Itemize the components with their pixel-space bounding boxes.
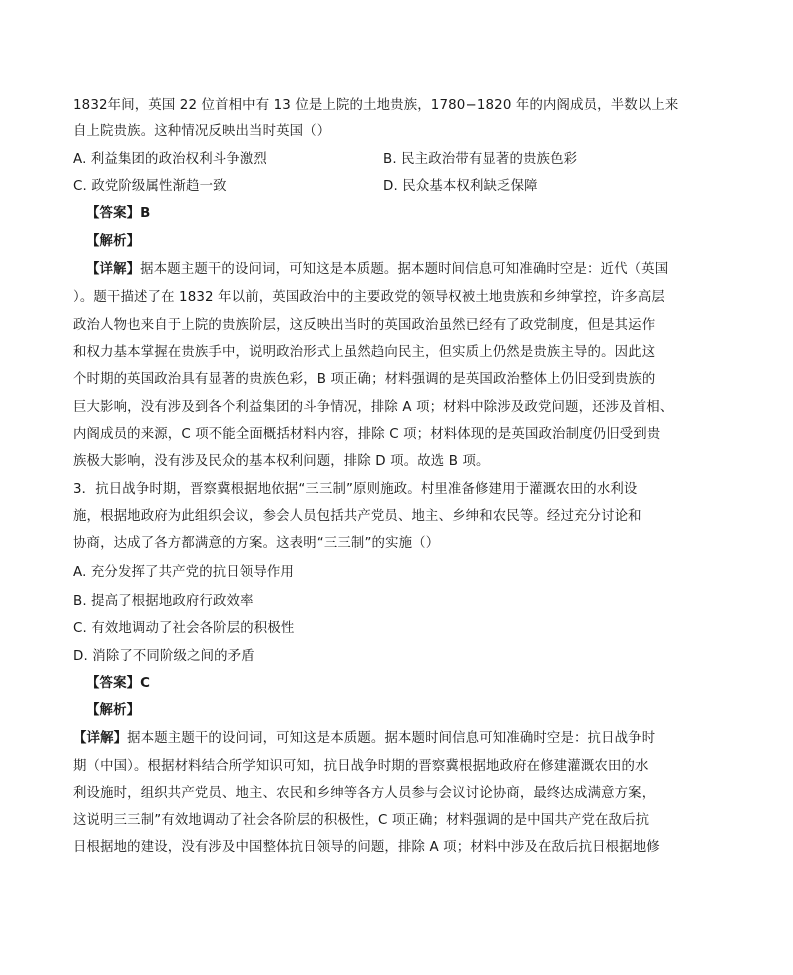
q2-answer-tag: 【答案】 [86,206,141,221]
q2-option-d: D. 民众基本权利缺乏保障 [383,179,538,194]
q3-option-d: D. 消除了不同阶级之间的矛盾 [73,649,255,664]
q2-analysis-label: 【解析】 [86,234,141,249]
q3-analysis-label: 【解析】 [86,703,141,718]
q3-detail-line-5: 日根据地的建设，没有涉及中国整体抗日领导的问题，排除 A 项；材料中涉及在敌后抗日根据地修 [73,840,660,855]
q2-detail-line-8: 族极大影响，没有涉及民众的基本权利问题，排除 D 项。故选 B 项。 [73,454,490,469]
q3-option-c: C. 有效地调动了社会各阶层的积极性 [73,621,295,636]
q3-detail-text-1: 据本题主题干的设问词，可知这是本质题。据本题时间信息可知准确时空是：抗日战争时 [127,731,656,746]
q3-stem-line-3: 协商，达成了各方都满意的方案。这表明“三三制”的实施（） [73,536,440,551]
q2-detail-line-2: ）。题干描述了在 1832 年以前，英国政治中的主要政党的领导权被土地贵族和乡绅掌控，许多高层 [73,290,665,305]
q2-option-c: C. 政党阶级属性渐趋一致 [73,179,227,194]
q3-detail-line-2: 期（中国）。根据材料结合所学知识可知，抗日战争时期的晋察冀根据地政府在修建灌溉农田的水 [73,759,649,774]
q2-answer [86,205,151,223]
q3-option-b: B. 提高了根据地政府行政效率 [73,594,254,609]
q2-analysis-tag [86,233,140,251]
q2-detail-line-6: 巨大影响，没有涉及到各个利益集团的斗争情况，排除 A 项；材料中除涉及政党问题，还涉及首相、 [73,400,674,415]
q3-stem-line-1: 3．抗日战争时期，晋察冀根据地依据“三三制”原则施政。村里准备修建用于灌溉农田的水利设 [73,482,638,497]
q2-stem-line-1: 1832年间，英国 22 位首相中有 13 位是上院的土地贵族，1780−1820 年的内阁成员，半数以上来 [73,98,679,113]
q3-answer-value: C [140,676,151,691]
q2-answer-value: B [140,206,151,221]
q3-detail-line-3: 利设施时，组织共产党员、地主、农民和乡绅等各方人员参与会议讨论协商，最终达成满意方案， [73,786,656,801]
q2-detail-text-1: 据本题主题干的设问词，可知这是本质题。据本题时间信息可知准确时空是：近代（英国 [140,262,669,277]
q2-detail-line-4: 和权力基本掌握在贵族手中，说明政治形式上虽然趋向民主，但实质上仍然是贵族主导的。因此这 [73,345,656,360]
q3-detail-line-1 [73,730,655,748]
q3-answer [86,675,150,693]
q3-detail-tag: 【详解】 [73,731,128,746]
q2-detail-line-5: 个时期的英国政治具有显著的贵族色彩，B 项正确；材料强调的是英国政治整体上仍旧受到贵族的 [73,372,656,387]
q2-detail-line-1 [86,261,668,279]
q2-detail-line-7: 内阁成员的来源，C 项不能全面概括材料内容，排除 C 项；材料体现的是英国政治制度仍旧受到贵 [73,427,661,442]
q3-answer-tag: 【答案】 [86,676,141,691]
q2-option-b: B. 民主政治带有显著的贵族色彩 [383,152,578,167]
q2-detail-tag: 【详解】 [86,262,141,277]
q3-analysis-tag [86,702,140,720]
q3-stem-line-2: 施，根据地政府为此组织会议，参会人员包括共产党员、地主、乡绅和农民等。经过充分讨论和 [73,509,642,524]
q3-detail-line-4: 这说明三三制”有效地调动了社会各阶层的积极性，C 项正确；材料强调的是中国共产党在敌后抗 [73,813,650,828]
q3-option-a: A. 充分发挥了共产党的抗日领导作用 [73,565,294,580]
q2-stem-line-2: 自上院贵族。这种情况反映出当时英国（） [73,124,331,139]
q2-option-a: A. 利益集团的政治权利斗争激烈 [73,152,267,167]
q2-detail-line-3: 政治人物也来自于上院的贵族阶层，这反映出当时的英国政治虽然已经有了政党制度，但是其运作 [73,318,656,333]
